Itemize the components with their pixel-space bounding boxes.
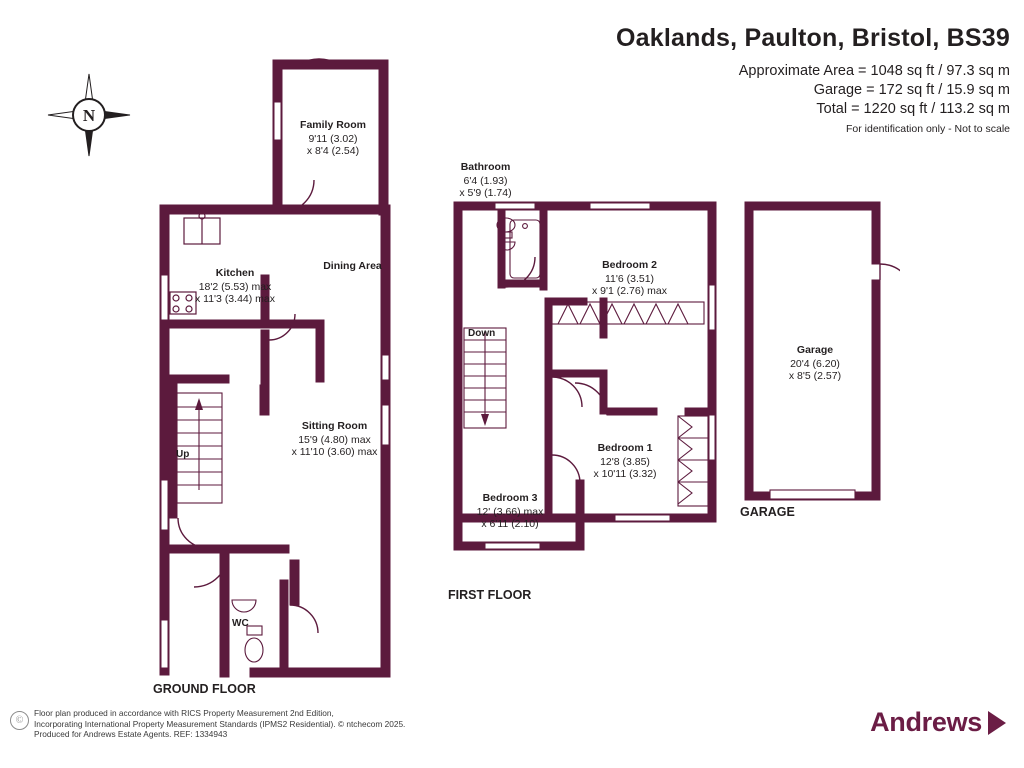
room-label-bedroom-3: Bedroom 3 12' (3.66) max x 6'11 (2.10) bbox=[476, 492, 544, 530]
page-title: Oaklands, Paulton, Bristol, BS39 bbox=[616, 24, 1010, 52]
area-summary bbox=[739, 62, 1010, 137]
room-label-wc: WC bbox=[232, 618, 249, 629]
brand-logo[interactable] bbox=[870, 707, 1008, 738]
footer-line-1: Floor plan produced in accordance with RICS Property Measurement 2nd Edition, bbox=[34, 708, 334, 719]
svg-text:N: N bbox=[82, 106, 96, 125]
floor-label-garage: GARAGE bbox=[740, 505, 795, 519]
room-label-kitchen: Kitchen 18'2 (5.53) max x 11'3 (3.44) max bbox=[194, 267, 275, 305]
room-label-dining-area: Dining Area bbox=[323, 260, 382, 272]
footer-disclaimer bbox=[34, 708, 405, 740]
room-label-bathroom: Bathroom 6'4 (1.93) x 5'9 (1.74) bbox=[459, 161, 512, 199]
stair-direction-down: Down bbox=[468, 328, 496, 339]
area-line-total: Total = 1220 sq ft / 113.2 sq m bbox=[816, 101, 1010, 117]
room-label-sitting-room: Sitting Room 15'9 (4.80) max x 11'10 (3.60) max bbox=[291, 420, 378, 458]
chevron-right-icon bbox=[986, 709, 1008, 737]
copyright-icon: © bbox=[10, 711, 29, 730]
stair-direction-up: Up bbox=[176, 449, 190, 460]
room-label-bedroom-1: Bedroom 1 12'8 (3.85) x 10'11 (3.32) bbox=[593, 442, 657, 480]
room-label-bedroom-2: Bedroom 2 11'6 (3.51) x 9'1 (2.76) max bbox=[592, 259, 667, 297]
room-label-garage: Garage 20'4 (6.20) x 8'5 (2.57) bbox=[788, 344, 842, 382]
area-line-approximate: Approximate Area = 1048 sq ft / 97.3 sq m bbox=[738, 63, 1010, 79]
brand-name: Andrews bbox=[870, 707, 982, 737]
floor-label-first: FIRST FLOOR bbox=[448, 588, 532, 602]
room-label-family-room: Family Room 9'11 (3.02) x 8'4 (2.54) bbox=[300, 119, 366, 157]
area-disclaimer: For identification only - Not to scale bbox=[846, 123, 1010, 135]
floor-label-ground: GROUND FLOOR bbox=[153, 682, 256, 696]
footer-line-2: Incorporating International Property Measurement Standards (IPMS2 Residential). © ntchecom 2025. bbox=[34, 718, 406, 729]
footer-line-3: Produced for Andrews Estate Agents. REF: 1334943 bbox=[34, 729, 228, 740]
north-arrow-icon bbox=[44, 70, 134, 160]
area-line-garage: Garage = 172 sq ft / 15.9 sq m bbox=[813, 82, 1010, 98]
